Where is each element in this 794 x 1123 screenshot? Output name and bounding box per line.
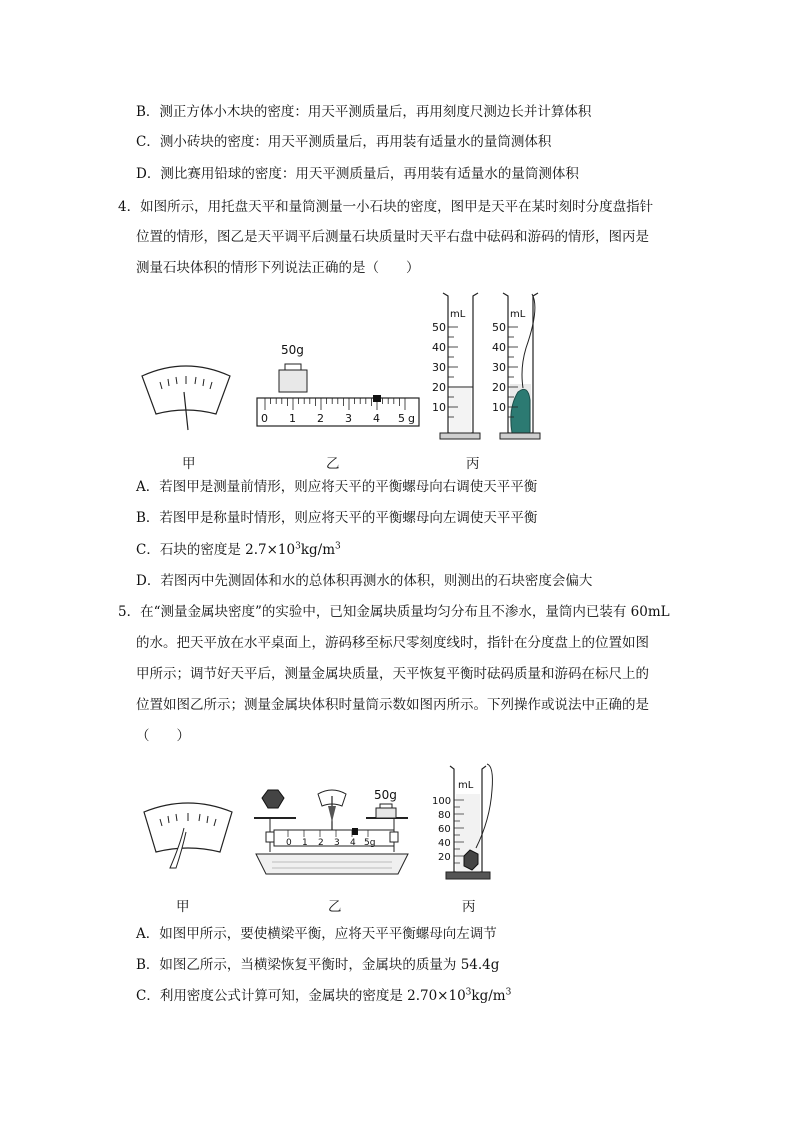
- q5-dial-figure: [140, 800, 236, 872]
- svg-text:20: 20: [432, 381, 446, 394]
- svg-text:50: 50: [432, 321, 446, 334]
- svg-text:30: 30: [492, 361, 506, 374]
- q4-caption-yi: 乙: [326, 456, 340, 472]
- svg-text:2: 2: [317, 412, 324, 425]
- q4-option-c: C．石块的密度是 $2.7\times 10^3kg/m^3$: [136, 541, 341, 558]
- svg-text:g: g: [408, 412, 415, 425]
- q4-caption-jia: 甲: [182, 456, 196, 472]
- q5-stem-line-4: 位置如图乙所示；测量金属块体积时量筒示数如图丙所示。下列操作或说法中正确的是: [136, 697, 649, 713]
- svg-text:10: 10: [432, 401, 446, 414]
- q5-stem-line-5: （ ）: [136, 728, 190, 744]
- q4-option-d: D．若图丙中先测固体和水的总体积再测水的体积，则测出的石块密度会偏大: [136, 573, 593, 589]
- option-c-q3: C．测小砖块的密度：用天平测质量后，再用装有适量水的量筒测体积: [136, 134, 552, 150]
- q4-stem-line-1: 4．如图所示，用托盘天平和量筒测量一小石块的密度，图甲是天平在某时刻时分度盘指针: [118, 199, 654, 215]
- q5-stem-line-2: 的水。把天平放在水平桌面上，游码移至标尺零刻度线时，指针在分度盘上的位置如图: [136, 635, 649, 651]
- svg-text:1: 1: [289, 412, 296, 425]
- svg-text:80: 80: [438, 810, 451, 821]
- q4-option-a: A．若图甲是测量前情形，则应将天平的平衡螺母向右调使天平平衡: [136, 479, 538, 495]
- svg-text:100: 100: [432, 796, 452, 807]
- option-b-q3: B．测正方体小木块的密度：用天平测质量后，再用刻度尺测边长并计算体积: [136, 104, 592, 120]
- svg-text:mL: mL: [510, 309, 526, 320]
- svg-text:60: 60: [438, 824, 451, 835]
- svg-text:4: 4: [350, 838, 356, 848]
- q5-balance-figure: [248, 782, 416, 884]
- svg-text:5g: 5g: [364, 838, 376, 848]
- q4-weight-label: 50g: [281, 343, 304, 357]
- svg-text:2: 2: [318, 838, 324, 848]
- q4-dial-figure: [138, 362, 234, 434]
- q5-caption-yi: 乙: [328, 899, 342, 915]
- svg-text:20: 20: [492, 381, 506, 394]
- q5-stem-line-1: 5．在“测量金属块密度”的实验中，已知金属块质量均匀分布且不渗水，量筒内已装有 60mL: [118, 604, 670, 620]
- q4-stem-line-3: 测量石块体积的情形下列说法正确的是（ ）: [136, 260, 420, 276]
- q4-stem-line-2: 位置的情形，图乙是天平调平后测量石块质量时天平右盘中砝码和游码的情形，图丙是: [136, 229, 649, 245]
- svg-text:mL: mL: [450, 309, 466, 320]
- svg-text:5: 5: [398, 412, 405, 425]
- q5-option-b: B．如图乙所示，当横梁恢复平衡时，金属块的质量为 54.4g: [136, 957, 500, 973]
- q5-stem-line-3: 甲所示；调节好天平后，测量金属块质量，天平恢复平衡时砝码质量和游码在标尺上的: [136, 666, 649, 682]
- svg-text:40: 40: [432, 341, 446, 354]
- q5-weight-label: 50g: [374, 788, 397, 802]
- q5-caption-bing: 丙: [462, 899, 476, 915]
- q5-cylinder-figure: [432, 760, 504, 885]
- svg-text:mL: mL: [458, 780, 474, 791]
- svg-text:50: 50: [492, 321, 506, 334]
- svg-text:30: 30: [432, 361, 446, 374]
- svg-text:3: 3: [345, 412, 352, 425]
- q4-cylinders-figure: [428, 288, 548, 443]
- svg-text:20: 20: [438, 852, 451, 863]
- svg-text:0: 0: [261, 412, 268, 425]
- q5-option-c: C．利用密度公式计算可知，金属块的密度是 $2.70\times 10^3kg/m^3$: [136, 987, 512, 1004]
- svg-text:10: 10: [492, 401, 506, 414]
- svg-text:3: 3: [334, 838, 340, 848]
- svg-text:4: 4: [373, 412, 380, 425]
- svg-text:40: 40: [492, 341, 506, 354]
- svg-text:0: 0: [286, 838, 292, 848]
- svg-text:1: 1: [302, 838, 308, 848]
- option-d-q3: D．测比赛用铅球的密度：用天平测质量后，再用装有适量水的量筒测体积: [136, 166, 579, 182]
- q4-ruler-figure: [255, 340, 425, 435]
- svg-text:40: 40: [438, 838, 451, 849]
- q4-caption-bing: 丙: [466, 456, 480, 472]
- q5-caption-jia: 甲: [176, 899, 190, 915]
- q4-option-b: B．若图甲是称量时情形，则应将天平的平衡螺母向左调使天平平衡: [136, 510, 538, 526]
- q5-option-a: A．如图甲所示，要使横梁平衡，应将天平平衡螺母向左调节: [136, 926, 497, 942]
